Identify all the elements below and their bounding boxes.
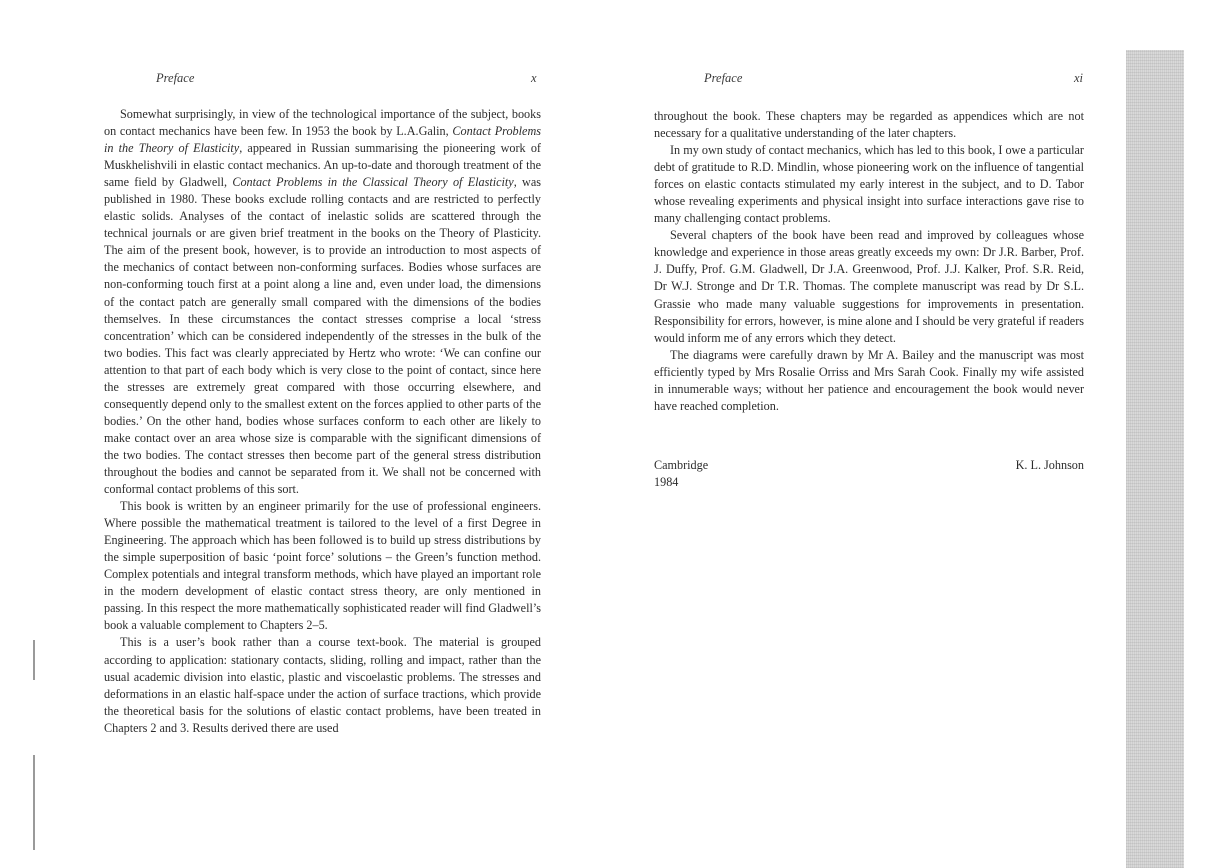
paragraph: [104, 634, 541, 736]
book-title-text: Contact Problems in the Classical Theory of Elasticity: [232, 175, 514, 190]
right-body-text: [654, 108, 1084, 415]
paragraph-text: This book is written by an engineer primarily for the use of professional engineers. Where possible the mathematical treatment is tailored to the level of a first Degree in Engineering. The approach which has been followed is to build up stress distributions by the simple superposition of basic ‘point force’ solutions – the Green’s function method. Complex potentials and integral transform methods, which have played an important role in the modern development of elastic contact stress theory, are only mentioned in passing. In this respect the more mathematically sophisticated reader will find Gladwell’s book a valuable complement to Chapters 2–5.: [104, 499, 541, 633]
left-body-text: [104, 106, 541, 737]
paragraph-text: The diagrams were carefully drawn by Mr A. Bailey and the manuscript was most efficiently typed by Mrs Rosalie Orriss and Mrs Sarah Cook. Finally my wife assisted in innumerable ways; without her patience and encouragement the book would never have reached completion.: [654, 347, 1084, 413]
paragraph-text: Somewhat surprisingly, in view of the technological importance of the subject, books on contact mechanics have been few. In 1953 the book by L.A.Galin,: [104, 107, 541, 139]
right-page: [614, 0, 1124, 868]
paragraph: [654, 108, 1084, 142]
signoff-year: 1984: [654, 475, 679, 489]
paragraph-text: , was published in 1980. These books exclude rolling contacts and are restricted to perfectly elastic solids. Analyses of the contact of inelastic solids are scattered through the technical journals or are given brief treatment in the books on the Theory of Plasticity. The aim of the present book, however, is to provide an introduction to most aspects of the mechanics of contact between non-conforming surfaces. Bodies whose surfaces are non-conforming touch first at a point along a line and, even under load, the dimensions of the contact patch are generally small compared with the dimensions of the bodies themselves. In these circumstances the contact stresses comprise a local ‘stress concentration’ which can be considered independently of the stresses in the bulk of the two bodies. This fact was clearly appreciated by Hertz who wrote: ‘We can confine our attention to that part of each body which is very close to the point of contact, since here the stresses are extremely great compared with those occurring elsewhere, and consequently depend only to the smallest extent on the forces applied to other parts of the bodies.’ On the other hand, bodies whose surfaces conform to each other are likely to make contact over an area whose size is comparable with the significant dimensions of the two bodies. The contact stresses then become part of the general stress distribution throughout the bodies and cannot be separated from it. We shall not be concerned with conformal contact problems of this sort.: [104, 175, 541, 497]
right-page-number: xi: [1074, 71, 1084, 85]
signoff-place: Cambridge: [654, 458, 709, 472]
paragraph: [104, 498, 541, 634]
book-title-text: Contact Problems in the Theory of Elasticity: [104, 124, 541, 156]
book-binding-shadow: [1126, 50, 1184, 868]
page-edge-mark: [33, 755, 35, 850]
paragraph: [654, 347, 1084, 415]
paragraph-text: In my own study of contact mechanics, which has led to this book, I owe a particular debt of gratitude to R.D. Mindlin, whose pioneering work on the influence of tangential forces on elastic contacts stimulated my early interest in the subject, and to D. Tabor whose revealing experiments and physical insight into surface interactions gave rise to many challenging contact problems.: [654, 143, 1084, 226]
paragraph-text: throughout the book. These chapters may be regarded as appendices which are not necessary for a qualitative understanding of the later chapters.: [654, 109, 1084, 141]
signoff-author: K. L. Johnson: [1015, 458, 1084, 472]
paragraph: [654, 227, 1084, 346]
page-edge-mark: [33, 640, 35, 680]
paragraph: [654, 142, 1084, 227]
left-page-number: x: [531, 71, 537, 85]
paragraph-text: Several chapters of the book have been read and improved by colleagues whose knowledge and experience in those areas greatly exceeds my own: Dr J.R. Barber, Prof. J. Duffy, Prof. G.M. Gladwell, Dr J.A. Greenwood, Prof. J.J. Kalker, Prof. S.R. Reid, Dr W.J. Stronge and Dr T.R. Thomas. The complete manuscript was read by Dr S.L. Grassie who made many valuable suggestions for improvements in presentation. Responsibility for errors, however, is mine alone and I should be very grateful if readers would inform me of any errors which they detect.: [654, 228, 1085, 345]
right-running-title: Preface: [704, 71, 743, 85]
left-running-title: Preface: [156, 71, 195, 85]
paragraph-text: This is a user’s book rather than a course text-book. The material is grouped according to application: stationary contacts, sliding, rolling and impact, rather than the usual academic division into elastic, plastic and viscoelastic problems. The stresses and deformations in an elastic half-space under the action of surface tractions, which provide the theoretical basis for the solutions of elastic contact problems, have been treated in Chapters 2 and 3. Results derived there are used: [104, 635, 541, 735]
paragraph: [104, 106, 541, 498]
paragraph-text: , appeared in Russian summarising the pioneering work of Muskhelishvili in elastic contact mechanics. An up-to-date and thorough treatment of the same field by Gladwell,: [104, 141, 541, 190]
